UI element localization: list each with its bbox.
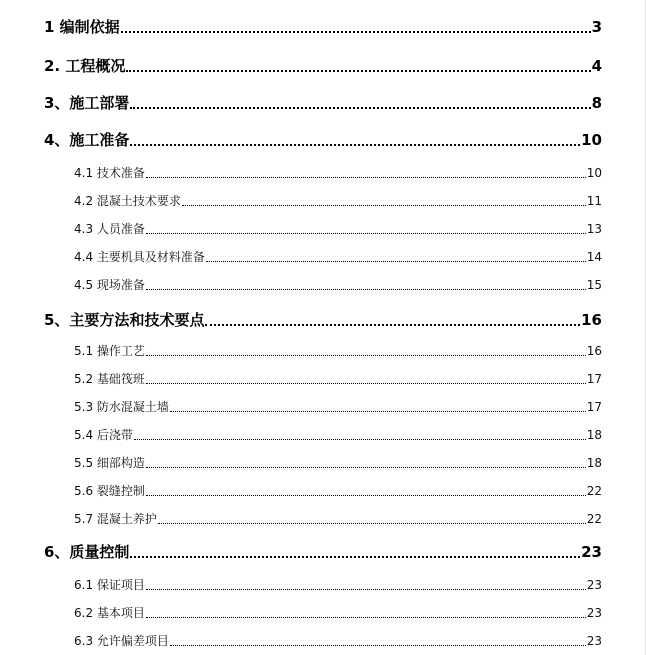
dot-leader xyxy=(206,261,586,262)
toc-entry-title: 6、质量控制 xyxy=(44,543,130,561)
dot-leader xyxy=(170,645,586,646)
toc-entry-title: 6.1 保证项目 xyxy=(74,578,145,592)
toc-entry-title: 5.4 后浇带 xyxy=(74,428,133,442)
toc-page-number: 23 xyxy=(586,606,602,620)
toc-page-number: 14 xyxy=(586,250,602,264)
dot-leader xyxy=(130,144,580,146)
toc-entry[interactable] xyxy=(44,129,602,150)
toc-entry-title: 6.3 允许偏差项目 xyxy=(74,634,169,648)
toc-page-number: 22 xyxy=(586,484,602,498)
toc-page-number: 4 xyxy=(591,57,602,75)
toc-subentry[interactable] xyxy=(74,454,602,471)
toc-subentry[interactable] xyxy=(74,426,602,443)
dot-leader xyxy=(158,523,586,524)
toc-subentry[interactable] xyxy=(74,370,602,387)
toc-entry-title: 4.4 主要机具及材料准备 xyxy=(74,250,205,264)
toc-subentry[interactable] xyxy=(74,510,602,527)
toc-page-number: 17 xyxy=(586,372,602,386)
dot-leader xyxy=(126,70,590,72)
dot-leader xyxy=(205,324,580,326)
toc-subentry[interactable] xyxy=(74,482,602,499)
dot-leader xyxy=(121,31,591,33)
toc-page-number: 18 xyxy=(586,456,602,470)
toc-subentry[interactable] xyxy=(74,576,602,593)
toc-entry[interactable] xyxy=(44,541,602,562)
dot-leader xyxy=(146,383,586,384)
dot-leader xyxy=(146,233,586,234)
toc-page-number: 8 xyxy=(591,94,602,112)
toc-page-number: 23 xyxy=(586,634,602,648)
toc-page-number: 17 xyxy=(586,400,602,414)
dot-leader xyxy=(170,411,586,412)
toc-page-number: 22 xyxy=(586,512,602,526)
toc-entry-title: 6.2 基本项目 xyxy=(74,606,145,620)
toc-entry[interactable] xyxy=(44,309,602,330)
toc-subentry[interactable] xyxy=(74,220,602,237)
toc-page-number: 16 xyxy=(586,344,602,358)
dot-leader xyxy=(146,289,586,290)
toc-page-number: 11 xyxy=(586,194,602,208)
dot-leader xyxy=(146,495,586,496)
toc-page-number: 23 xyxy=(586,578,602,592)
dot-leader xyxy=(146,355,586,356)
toc-entry-title: 4.1 技术准备 xyxy=(74,166,145,180)
toc-entry-title: 4.5 现场准备 xyxy=(74,278,145,292)
dot-leader xyxy=(130,556,580,558)
toc-page-number: 10 xyxy=(586,166,602,180)
toc-entry-title: 5.7 混凝土养护 xyxy=(74,512,157,526)
toc-page-number: 23 xyxy=(581,543,602,561)
toc-subentry[interactable] xyxy=(74,248,602,265)
toc-entry[interactable] xyxy=(44,92,602,113)
toc-page-number: 10 xyxy=(581,131,602,149)
dot-leader xyxy=(146,177,586,178)
toc-entry-title: 4、施工准备 xyxy=(44,131,130,149)
toc-entry-title: 4.2 混凝土技术要求 xyxy=(74,194,181,208)
toc-entry-title: 5.5 细部构造 xyxy=(74,456,145,470)
toc-page-number: 18 xyxy=(586,428,602,442)
toc-subentry[interactable] xyxy=(74,398,602,415)
toc-subentry[interactable] xyxy=(74,342,602,359)
toc-entry-title: 1 编制依据 xyxy=(44,18,120,36)
toc-subentry[interactable] xyxy=(74,632,602,649)
toc-subentry[interactable] xyxy=(74,192,602,209)
toc-entry-title: 5.6 裂缝控制 xyxy=(74,484,145,498)
toc-page-number: 16 xyxy=(581,311,602,329)
toc-entry-title: 3、施工部署 xyxy=(44,94,130,112)
dot-leader xyxy=(182,205,586,206)
dot-leader xyxy=(130,107,590,109)
dot-leader xyxy=(134,439,586,440)
dot-leader xyxy=(146,467,586,468)
toc-entry-title: 5、主要方法和技术要点 xyxy=(44,311,205,329)
toc-subentry[interactable] xyxy=(74,604,602,621)
toc-page-number: 15 xyxy=(586,278,602,292)
toc-entry-title: 4.3 人员准备 xyxy=(74,222,145,236)
toc-page-number: 13 xyxy=(586,222,602,236)
toc-entry-title: 5.3 防水混凝土墙 xyxy=(74,400,169,414)
toc-page-number: 3 xyxy=(591,18,602,36)
toc-entry-title: 5.1 操作工艺 xyxy=(74,344,145,358)
toc-entry[interactable] xyxy=(44,16,602,37)
toc-subentry[interactable] xyxy=(74,164,602,181)
dot-leader xyxy=(146,617,586,618)
toc-subentry[interactable] xyxy=(74,276,602,293)
dot-leader xyxy=(146,589,586,590)
toc-entry-title: 2. 工程概况 xyxy=(44,57,126,75)
toc-entry[interactable] xyxy=(44,55,602,76)
toc-entry-title: 5.2 基础筏班 xyxy=(74,372,145,386)
